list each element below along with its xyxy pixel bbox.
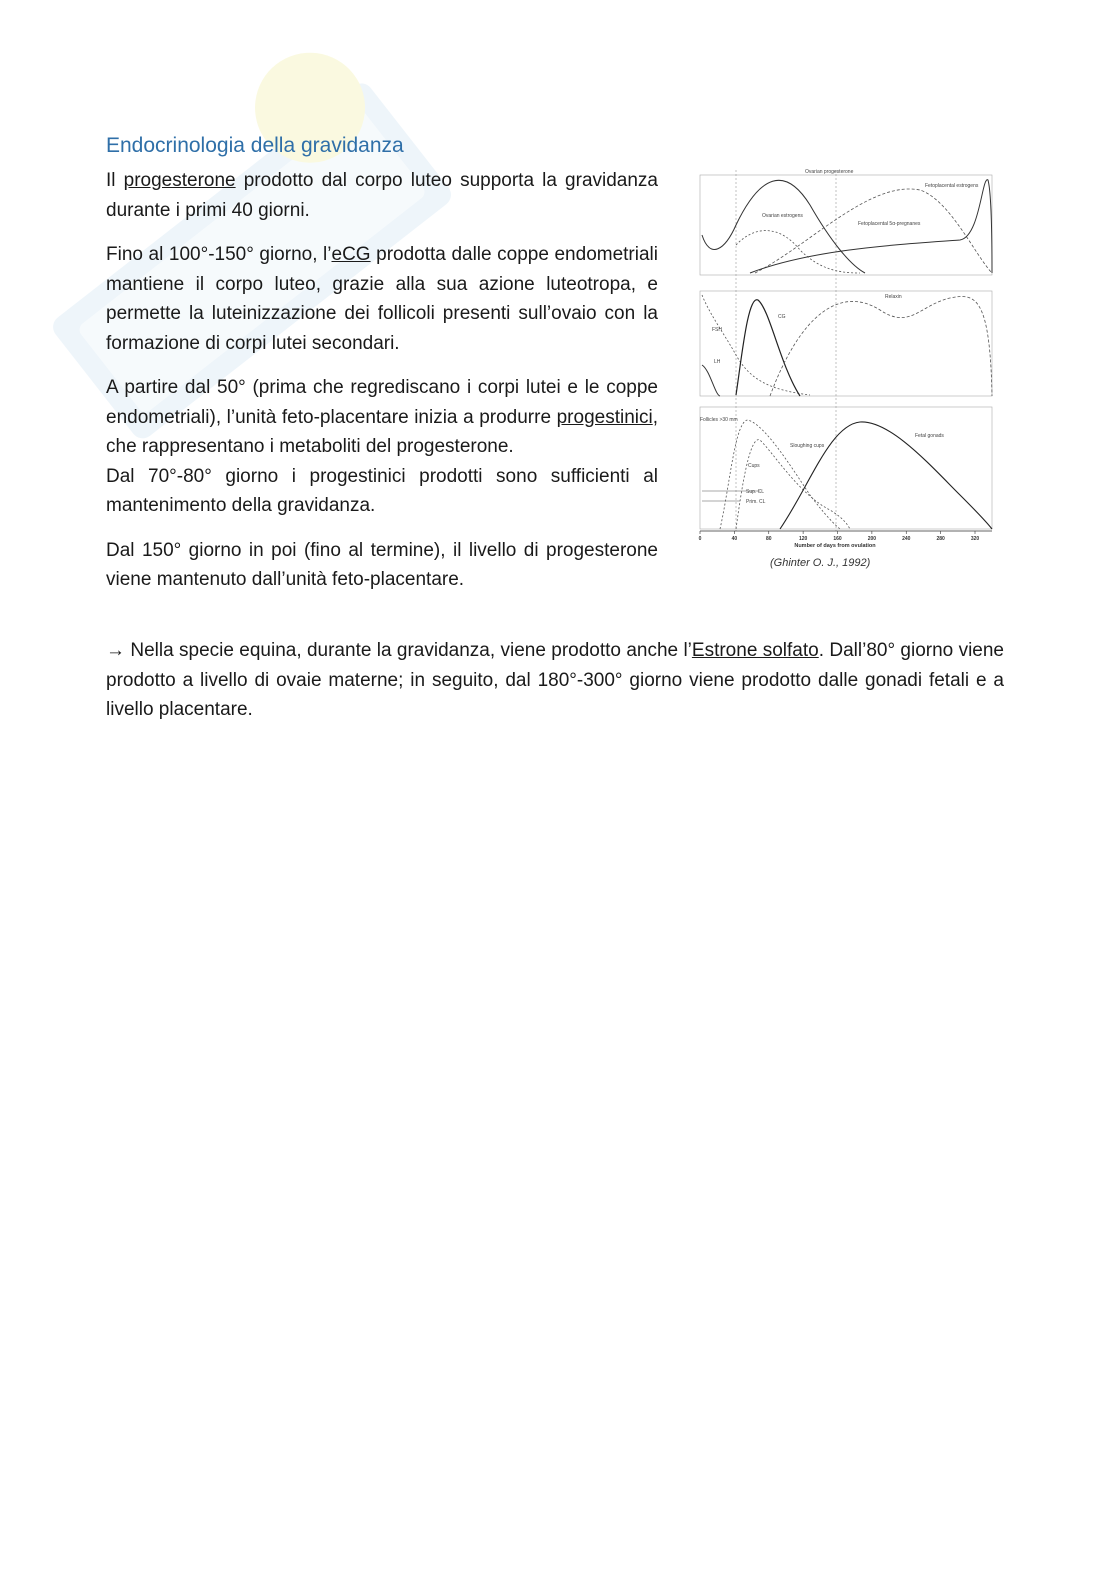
term-progesterone: progesterone (123, 170, 236, 191)
x-axis-label: Number of days from ovulation (794, 543, 876, 549)
x-tick-label: 280 (936, 536, 945, 542)
left-text-column (106, 166, 658, 610)
label-fetoplacental-estrogens: Fetoplacental estrogens (925, 183, 979, 189)
fetal-gonads-curve (780, 422, 992, 529)
label-sup-cl: Sup. CL (746, 489, 765, 495)
paragraph-ecg: Fino al 100°-150° giorno, l’eCG prodotta dalle coppe endometriali mantiene il corpo luteo, grazie alla sua azione luteotropa, e permette la luteinizzazione dei follicoli presenti sull’ovaio con la formazione di corpi lutei secondari. (106, 244, 658, 354)
label-follicles: Follicles >30 mm (700, 417, 738, 423)
x-tick-label: 200 (867, 536, 877, 542)
cg-curve (736, 300, 800, 396)
term-ecg: eCG (331, 244, 371, 265)
x-tick-label: 320 (970, 536, 980, 542)
x-tick-label: 80 (765, 536, 772, 542)
cups-curve (736, 440, 850, 529)
label-fsh: FSH (712, 327, 722, 333)
label-fetal-gonads: Fetal gonads (915, 433, 944, 439)
x-axis-ticks (699, 531, 980, 542)
label-fetoplacental-progestins: Fetoplacental 5α-pregnanes (858, 221, 921, 227)
term-estrone-solfato: Estrone solfato (691, 640, 819, 661)
figure-caption: (Ghinter O. J., 1992) (770, 557, 871, 569)
label-cg: CG (778, 314, 786, 320)
x-tick-label: 240 (902, 536, 911, 542)
section-heading: Endocrinologia della gravidanza (106, 134, 404, 157)
term-progestinici: progestinici (556, 406, 653, 428)
x-tick-label: 160 (833, 536, 842, 542)
paragraph-150: Dal 150° giorno in poi (fino al termine), il livello di progesterone viene mantenuto dall’unità feto-placentare. (106, 539, 658, 590)
label-sloughing: Sloughing cups (790, 443, 825, 449)
ovarian-progesterone-curve (702, 180, 865, 273)
label-prim-cl: Prim. CL (746, 499, 766, 505)
x-tick-label: 0 (698, 536, 702, 542)
label-cups: Cups (748, 463, 760, 469)
lh-curve (702, 365, 720, 396)
paragraph-70-80: Dal 70°-80° giorno i progestinici prodotti sono sufficienti al mantenimento della gravidanza. (106, 465, 658, 516)
label-lh: LH (714, 359, 721, 365)
label-relaxin: Relaxin (885, 294, 902, 300)
hormone-figure (690, 165, 1005, 575)
paragraph-progesterone: Il progesterone prodotto dal corpo luteo supporta la gravidanza durante i primi 40 giorni. (106, 170, 659, 221)
paragraph-progestins: A partire dal 50° (prima che regrediscano i corpi lutei e le coppe endometriali), l’unità feto-placentare inizia a produrre progestinici, che rappresentano i metaboliti del progesterone. (106, 377, 658, 457)
relaxin-curve (770, 297, 992, 396)
label-ovarian-progesterone: Ovarian progesterone (805, 169, 854, 175)
label-ovarian-estrogens: Ovarian estrogens (762, 213, 803, 219)
x-tick-label: 40 (731, 536, 738, 542)
paragraph-estrone: → Nella specie equina, durante la gravidanza, viene prodotto anche l’Estrone solfato. Dall’80° giorno viene prodotto a livello di ovaie materne; in seguito, dal 180°-300° giorno viene prodotto dalle gonadi fetali e a livello placentare. (106, 640, 1004, 720)
x-tick-label: 120 (798, 536, 808, 542)
